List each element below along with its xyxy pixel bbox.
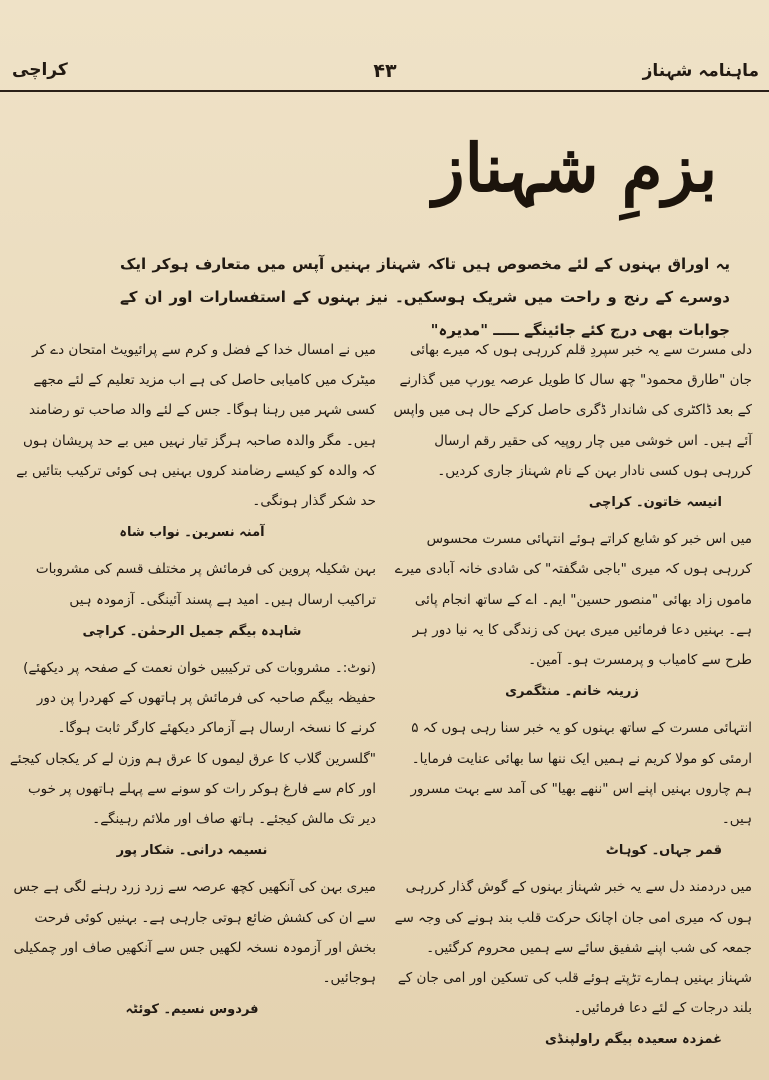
letter-text: دلی مسرت سے یہ خبر سپردِ قلم کررہی ہوں کہ میرے بھائی جان "طارق محمود" چھ سال کا طویل عرصہ یورپ میں گذارنے کے بعد ڈاکٹری کی شاندار ڈگری حاصل کرکے حال ہی میں واپس آئے ہیں۔ اس خوشی میں چار روپیہ کی حقیر رقم ارسال کررہی ہوں کسی نادار بہن کے نام شہناز جاری کردیں۔ [393,342,752,479]
letter-signature: نسیمہ درانی۔ شکار پور [116,843,268,859]
page-number: ۴۳ [373,60,397,82]
letter-text: میں اس خبر کو شایع کراتے ہوئے انتہائی مسرت محسوس کررہی ہوں کہ میری "باجی شگفتہ" کی شادی خانہ آبادی میرے ماموں زاد بھائی "منصور حسین" ایم۔ اے کے ساتھ انجام پائی ہے۔ بہنیں دعا فرمائیں میری بہن کی زندگی کا یہ نیا دور ہر طرح سے کامیاب و پرمسرت ہو۔ آمین۔ [394,531,752,669]
letter-text: بہن شکیلہ پروین کی فرمائش پر مختلف قسم کی مشروبات تراکیب ارسال ہیں۔ امید ہے پسند آئینگی۔ آزمودہ ہیں [35,561,376,608]
page-header [0,52,769,92]
section-title: بزمِ شہناز [432,129,718,207]
right-column [392,335,752,1062]
letter-signature: فردوس نسیم۔ کوئٹہ [125,1002,259,1018]
letter-signature: شاہدہ بیگم جمیل الرحمٰن۔ کراچی [82,623,302,639]
letter-signature: انیسہ خاتون۔ کراچی [588,495,722,511]
letter-signature: قمر جہاں۔ کوہاٹ [605,843,722,859]
editor-note: (نوٹ:۔ مشروبات کی ترکیبیں خوان نعمت کے صفحہ پر دیکھئے) [23,660,376,677]
letter-text: انتہائی مسرت کے ساتھ بہنوں کو یہ خبر سنا رہی ہوں کہ ۵ ارمئی کو مولا کریم نے ہمیں ایک ننھا سا بھائی عنایت فرمایا۔ ہم چاروں بہنیں اپنے اس "ننھے بھیا" کی آمد سے بہت مسرور ہیں۔ [410,720,752,828]
letter-text: حفیظہ بیگم صاحبہ کی فرمائش پر ہاتھوں کے کھردرا پن دور کرنے کا نسخہ ارسال ہے آزماکر دیکھئے کارگر ثابت ہوگا۔ "گلسرین گلاب کا عرق لیموں کا عرق ہم وزن لے کر یکجاں کیجئے اور کام سے فارغ ہوکر رات کو سونے سے پہلے ہاتھوں پر خوب دیر تک مالش کیجئے۔ ہاتھ صاف اور ملائم رہینگے۔ [9,690,376,828]
left-column [8,335,376,1031]
letter-signature: آمنہ نسرین۔ نواب شاہ [119,525,265,541]
letter-signature: زرینہ خانم۔ منٹگمری [505,684,639,700]
header-city: کراچی [12,60,68,80]
letter-text: میں دردمند دل سے یہ خبر شہناز بہنوں کے گوش گذار کررہی ہوں کہ میری امی جان اچانک حرکت قلب بند ہونے کی وجہ سے جمعہ کی شب اپنے شفیق سائے سے ہمیں محروم کرگئیں۔ شہناز بہنیں ہمارے تڑپتے ہوئے قلب کی تسکین اور امی جان کے بلند درجات کے لئے دعا فرمائیں۔ [394,879,752,1017]
header-magazine-name: ماہنامہ شہناز [642,61,759,81]
section-intro: یہ اوراق بہنوں کے لئے مخصوص ہیں تاکہ شہناز بہنیں آپس میں متعارف ہوکر ایک دوسرے کے رنج و راحت میں شریک ہوسکیں۔ نیز بہنوں کے استفسارات اور ان کے جوابات بھی درج کئے جائینگے ـــــ "مدیرہ" [120,255,730,339]
letter-text: میں نے امسال خدا کے فضل و کرم سے پرائیویٹ امتحان دے کر میٹرک میں کامیابی حاصل کی ہے اب مزید تعلیم کے لئے مجھے کسی شہر میں رہنا ہوگا۔ جس کے لئے والد صاحب تو رضامند ہیں۔ مگر والدہ صاحبہ ہرگز تیار نہیں میں بے حد پریشان ہوں کہ والدہ کو کیسے رضامند کروں بہنیں ہی کوئی ترکیب بتائیں بے حد شکر گذار ہونگی۔ [16,342,376,510]
letter-text: میری بہن کی آنکھیں کچھ عرصہ سے زرد زرد رہنے لگی ہے جس سے ان کی کشش ضائع ہوتی جارہی ہے۔ بہنیں کوئی فرحت بخش اور آزمودہ نسخہ لکھیں جس سے آنکھیں صاف اور چمکیلی ہوجائیں۔ [13,879,376,987]
letter-signature: غمزدہ سعیدہ بیگم راولپنڈی [545,1032,722,1048]
